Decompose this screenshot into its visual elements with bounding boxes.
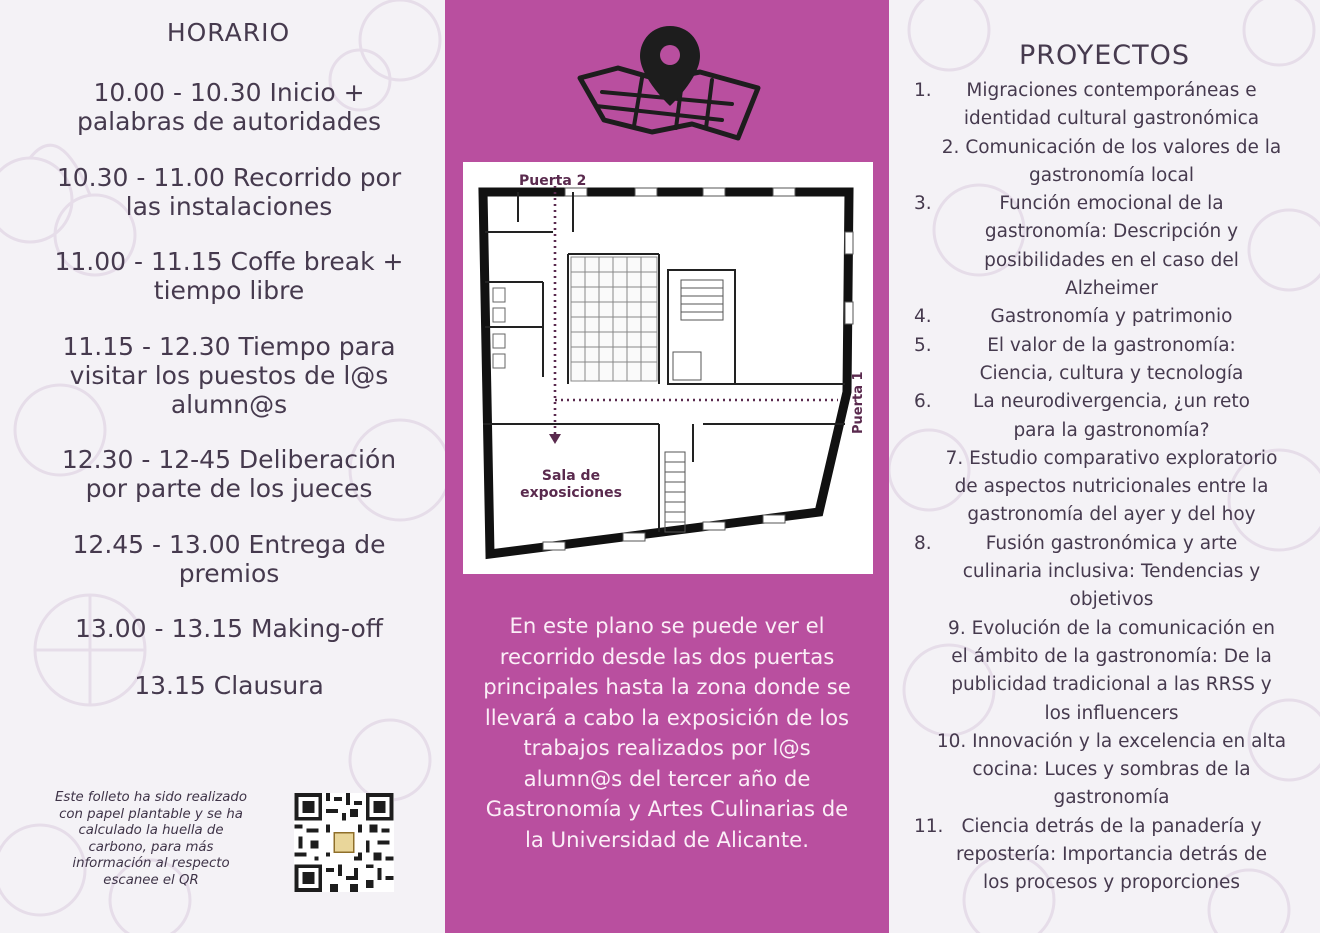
project-number: 1.	[914, 80, 932, 101]
project-line	[914, 558, 1309, 586]
project-line	[914, 218, 1309, 246]
project-line	[914, 756, 1309, 784]
project-line	[914, 784, 1309, 812]
project-text: Alzheimer	[1065, 278, 1158, 300]
schedule-line: 13.15 Clausura	[134, 671, 324, 700]
project-line	[914, 247, 1309, 275]
project-line	[914, 332, 1309, 360]
project-line	[914, 303, 1309, 331]
project-text: El valor de la gastronomía:	[987, 334, 1236, 356]
project-text: publicidad tradicional a las RRSS y	[951, 674, 1272, 696]
schedule-line: por parte de los jueces	[85, 474, 373, 503]
schedule-panel	[0, 0, 445, 933]
schedule-line: 12.45 - 13.00 Entrega de	[72, 530, 386, 559]
project-text: 2. Comunicación de los valores de la	[941, 136, 1282, 158]
project-text: repostería: Importancia detrás de	[955, 844, 1268, 866]
project-text: de aspectos nutricionales entre la	[954, 476, 1269, 498]
schedule-line: 10.00 - 10.30 Inicio +	[93, 78, 365, 107]
project-number: 5.	[914, 334, 932, 356]
project-line	[914, 728, 1309, 756]
project-line	[914, 162, 1309, 190]
project-text: gastronomía	[1053, 787, 1170, 809]
eco-footnote: Este folleto ha sido realizado con papel plantable y se ha calculado la huella de carbono, para más información al respecto escanee el QR	[54, 790, 248, 888]
project-number: 11.	[914, 815, 944, 837]
project-text: Ciencia detrás de la panadería y	[961, 815, 1262, 837]
schedule-item	[25, 332, 433, 419]
project-text: identidad cultural gastronómica	[963, 108, 1260, 130]
project-text: Ciencia, cultura y tecnología	[979, 362, 1244, 384]
schedule-item	[25, 247, 433, 305]
project-line	[914, 615, 1309, 643]
schedule-item	[25, 614, 433, 643]
map-location-icon	[572, 20, 768, 150]
project-line	[914, 77, 1309, 105]
project-line	[914, 360, 1309, 388]
schedule-line: 13.00 - 13.15 Making-off	[74, 614, 384, 643]
schedule-item	[25, 78, 433, 136]
map-description: En este plano se puede ver el recorrido desde las dos puertas principales hasta la zona donde se llevará a cabo la exposición de los trabajos realizados por l@s alumn@s del tercer año de Gastronomía y Artes Culinarias de la Universidad de Alicante.	[483, 613, 851, 852]
project-text: 9. Evolución de la comunicación en	[948, 617, 1275, 639]
project-line	[914, 700, 1309, 728]
floor-plan-drawing	[463, 162, 873, 574]
schedule-item	[25, 530, 433, 588]
schedule-line: alumn@s	[170, 390, 288, 419]
project-number: 3.	[914, 193, 932, 215]
door-1-label: Puerta 1	[851, 371, 866, 434]
exhibition-room-label-2: exposiciones	[520, 485, 622, 501]
project-text: el ámbito de la gastronomía: De la	[951, 645, 1272, 667]
qr-code-icon[interactable]	[294, 793, 394, 892]
project-number: 8.	[914, 532, 932, 554]
project-text: los procesos y proporciones	[983, 872, 1240, 894]
schedule-line: visitar los puestos de l@s	[69, 361, 389, 390]
project-line	[914, 190, 1309, 218]
schedule-title: HORARIO	[166, 18, 291, 47]
project-text: culinaria inclusiva: Tendencias y	[962, 561, 1261, 583]
project-number: 6.	[914, 391, 932, 413]
project-line	[914, 869, 1309, 897]
project-text: gastronomía del ayer y del hoy	[967, 504, 1256, 526]
project-line	[914, 388, 1309, 416]
project-line	[914, 586, 1309, 614]
project-line	[914, 105, 1309, 133]
project-line	[914, 275, 1309, 303]
project-line	[914, 134, 1309, 162]
schedule-line: premios	[178, 559, 280, 588]
schedule-item	[25, 445, 433, 503]
project-text: para la gastronomía?	[1013, 419, 1210, 441]
door-2-label: Puerta 2	[519, 173, 587, 189]
project-number: 4.	[914, 306, 932, 328]
schedule-line: tiempo libre	[153, 276, 305, 305]
project-line	[914, 671, 1309, 699]
project-text: los influencers	[1044, 702, 1179, 724]
project-text: objetivos	[1069, 589, 1154, 611]
project-line	[914, 473, 1309, 501]
project-text: posibilidades en el caso del	[984, 249, 1239, 271]
projects-list	[914, 77, 1309, 898]
project-line	[914, 445, 1309, 473]
project-text: La neurodivergencia, ¿un reto	[973, 391, 1250, 413]
projects-panel	[889, 0, 1320, 933]
project-text: gastronomía: Descripción y	[984, 221, 1239, 243]
schedule-line: 10.30 - 11.00 Recorrido por	[56, 163, 402, 192]
floor-plan	[463, 162, 873, 574]
schedule-line: 11.15 - 12.30 Tiempo para	[62, 332, 396, 361]
project-text: cocina: Luces y sombras de la	[972, 759, 1251, 781]
project-text: Función emocional de la	[999, 193, 1224, 215]
project-text: gastronomía local	[1028, 164, 1195, 186]
schedule-line: palabras de autoridades	[76, 107, 382, 136]
project-text: Migraciones contemporáneas e	[966, 80, 1257, 101]
project-line	[914, 530, 1309, 558]
project-text: 7. Estudio comparativo exploratorio	[945, 447, 1278, 469]
project-text: 10. Innovación y la excelencia en alta	[936, 730, 1287, 752]
schedule-line: las instalaciones	[125, 192, 333, 221]
schedule-item	[25, 163, 433, 221]
project-text: Fusión gastronómica y arte	[985, 532, 1238, 554]
projects-title: PROYECTOS	[1018, 40, 1191, 71]
project-text: Gastronomía y patrimonio	[990, 306, 1233, 328]
project-line	[914, 501, 1309, 529]
schedule-line: 12.30 - 12-45 Deliberación	[61, 445, 397, 474]
project-line	[914, 417, 1309, 445]
project-line	[914, 643, 1309, 671]
exhibition-room-label-1: Sala de	[541, 468, 601, 484]
map-panel	[445, 0, 889, 933]
project-line	[914, 813, 1309, 841]
schedule-line: 11.00 - 11.15 Coffe break +	[54, 247, 404, 276]
project-line	[914, 841, 1309, 869]
schedule-item	[25, 671, 433, 700]
